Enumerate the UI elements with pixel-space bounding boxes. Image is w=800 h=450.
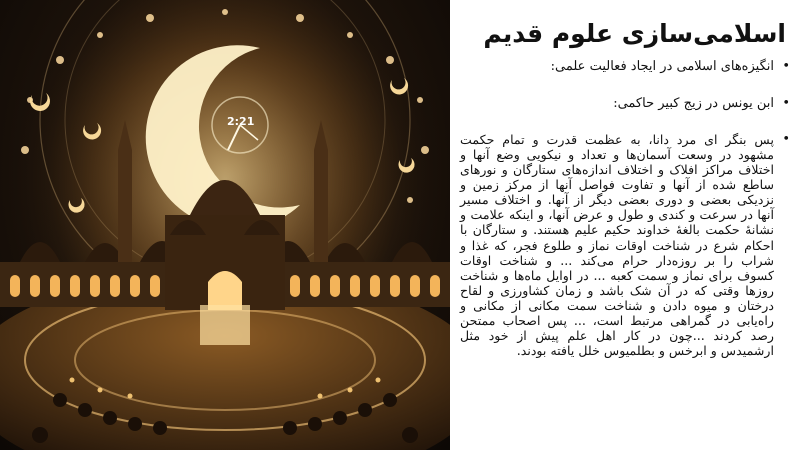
bullet-item-ibn-yunus: • ابن یونس در زیج کبیر حاکمی:: [460, 96, 790, 112]
slide-title: اسلامی‌سازی علوم قدیم: [483, 19, 786, 48]
bullet-item-quote: • پس بنگر ای مرد دانا، به عظمت قدرت و تمام حکمت مشهود در وسعت آسمان‌ها و تعداد و نیکویی وضع آنها و اختلاف مراکز افلاک و اختلاف اندازه‌های ستارگان و نورهای ساطع شده از آنها و تفاوت فواصل آنها از مرکز زمین و نزدیکی بعضی و دوری بعضی دیگر از آنها. و اختلاف مسیر آنها در سرعت و کندی و طول و عرض آنها، و اینکه علامت و نشانهٔ حکمت بالغهٔ خداوند حکیم علیم هستند. و ستارگان با احکام شرع در شناخت اوقات نماز و طلوع فجر، که غذا و شراب را بر روزه‌دار حرام می‌کند ... و شناخت اوقات کسوف برای نماز و سمت کعبه ... در اوایل ماه‌ها و شناخت روزها وقتی که در آن شک باشد و زمان کشاورزی و لقاح درختان و میوه دادن و شناخت سمت مکانی از مکانی و راه‌یابی در گمراهی مرتبط است، ... پس اصحاب ممتحن رصد کردند ...چون در کار اهل علم پیش از خود مثل ارشمیدس و ابرخس و بطلمیوس خلل یافته بودند.: [460, 132, 790, 359]
clock-time-text: 2:21: [227, 115, 255, 128]
bullet-item-motives: • انگیزه‌های اسلامی در ایجاد فعالیت علمی:: [460, 59, 790, 75]
bullet-list: [460, 59, 790, 358]
text-pane: [450, 0, 800, 450]
